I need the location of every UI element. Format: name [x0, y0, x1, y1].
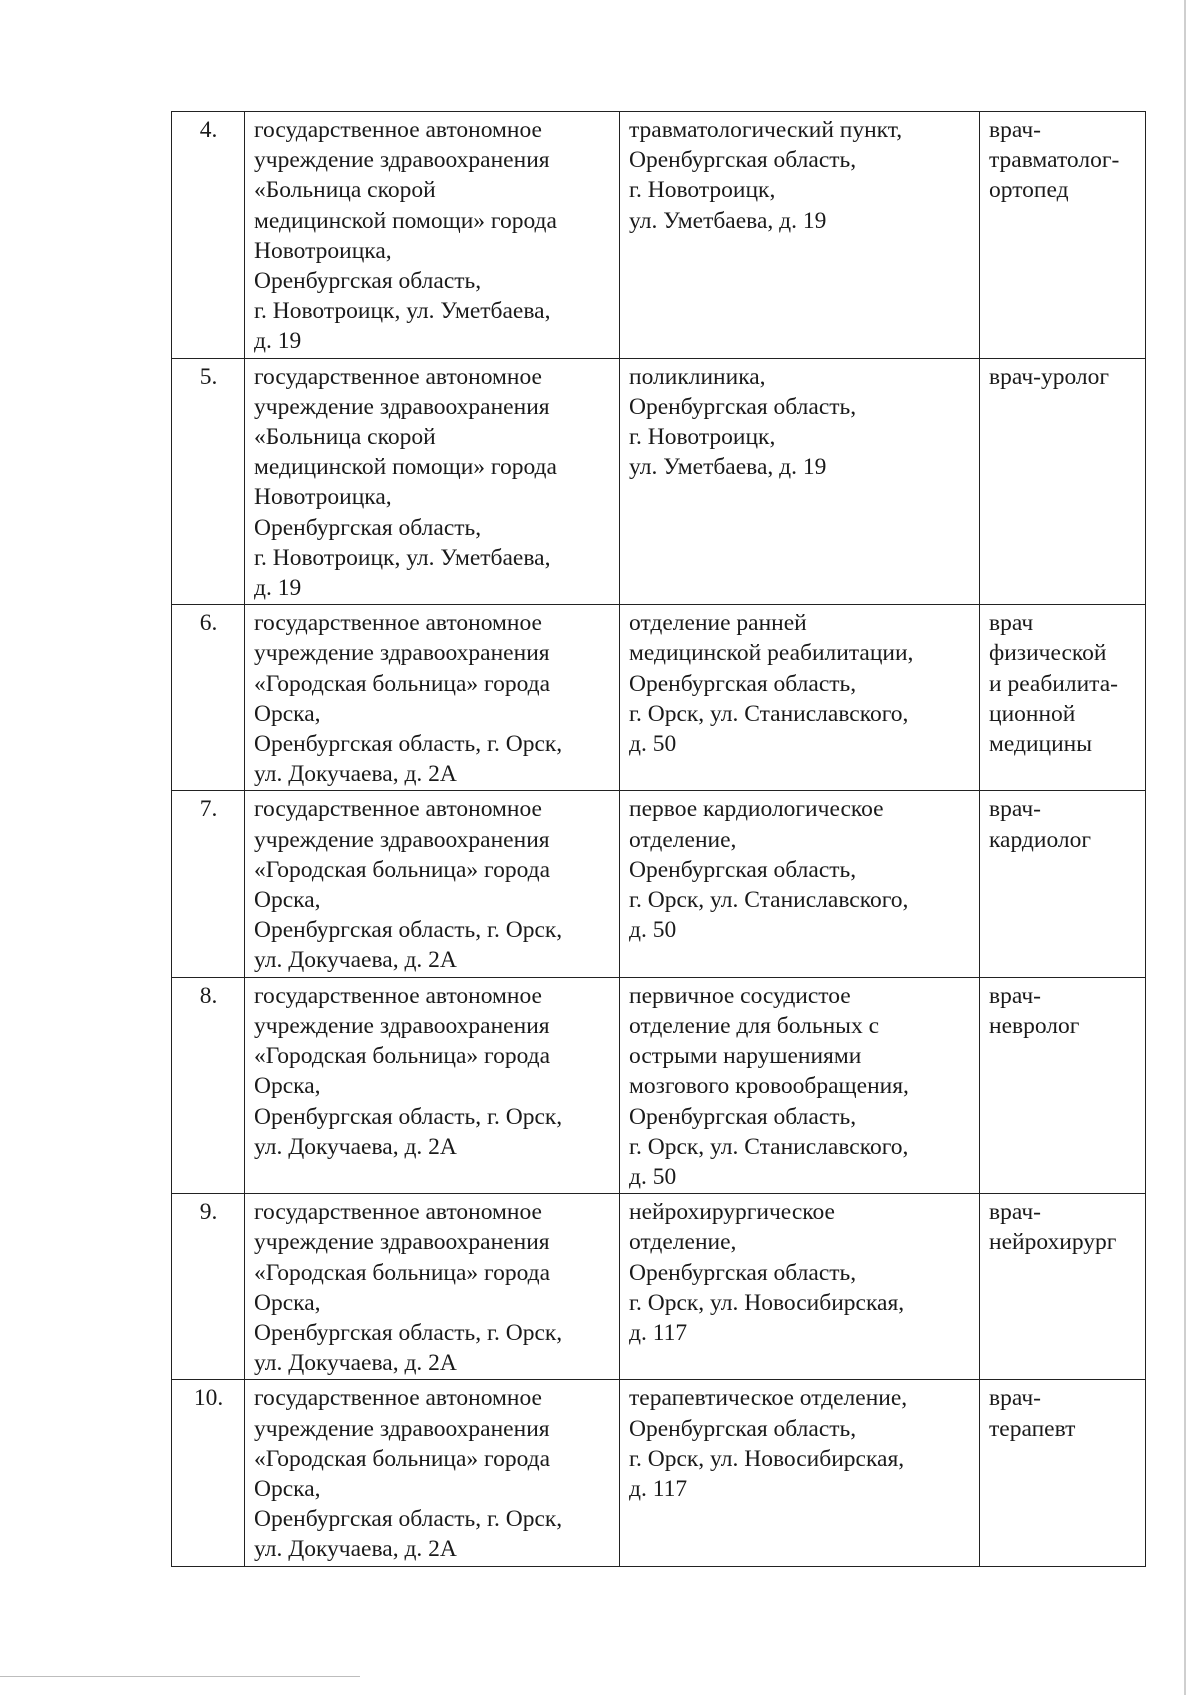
specialty-cell	[980, 358, 1146, 605]
specialty-text: врач- терапевт	[989, 1385, 1076, 1442]
unit-cell	[620, 1194, 980, 1380]
row-number-cell	[172, 1194, 245, 1380]
organization-text: государственное автономное учреждение здравоохранения «Городская больница» города Орска, Оренбургская область, г. Орск, ул. Докучаева, д. 2А	[254, 796, 563, 974]
specialty-text: врач-уролог	[989, 363, 1110, 390]
unit-cell	[620, 112, 980, 359]
row-number-cell	[172, 112, 245, 359]
specialty-cell	[980, 1194, 1146, 1380]
organization-text: государственное автономное учреждение здравоохранения «Городская больница» города Орска, Оренбургская область, г. Орск, ул. Докучаева, д. 2А	[254, 610, 563, 788]
unit-text: нейрохирургическое отделение, Оренбургская область, г. Орск, ул. Новосибирская, д. 117	[629, 1199, 905, 1346]
institutions-table	[171, 111, 1146, 1567]
scan-bottom-line	[0, 1676, 360, 1677]
unit-cell	[620, 977, 980, 1193]
specialty-text: врач- нейрохирург	[989, 1199, 1117, 1256]
unit-cell	[620, 1380, 980, 1566]
organization-text: государственное автономное учреждение здравоохранения «Городская больница» города Орска, Оренбургская область, г. Орск, ул. Докучаева, д. 2А	[254, 982, 563, 1160]
specialty-cell	[980, 605, 1146, 791]
organization-cell	[245, 112, 620, 359]
unit-text: травматологический пункт, Оренбургская область, г. Новотроицк, ул. Уметбаева, д. 19	[629, 117, 903, 234]
unit-text: поликлиника, Оренбургская область, г. Новотроицк, ул. Уметбаева, д. 19	[629, 363, 857, 481]
row-number: 6.	[199, 610, 218, 637]
row-number: 9.	[199, 1199, 218, 1226]
row-number: 4.	[199, 117, 218, 143]
specialty-text: врач- травматолог- ортопед	[989, 117, 1120, 204]
organization-text: государственное автономное учреждение здравоохранения «Больница скорой медицинской помощи» города Новотроицка, Оренбургская область, г. Новотроицк, ул. Уметбаева, д. 19	[254, 117, 557, 355]
specialty-text: врач- кардиолог	[989, 796, 1092, 853]
unit-text: терапевтическое отделение, Оренбургская область, г. Орск, ул. Новосибирская, д. 117	[629, 1385, 908, 1502]
organization-cell	[245, 1380, 620, 1566]
table-row	[172, 605, 1146, 791]
row-number: 10.	[193, 1385, 224, 1412]
specialty-cell	[980, 977, 1146, 1193]
unit-text: первое кардиологическое отделение, Оренбургская область, г. Орск, ул. Станиславского, д. 50	[629, 796, 909, 944]
specialty-cell	[980, 1380, 1146, 1566]
organization-cell	[245, 791, 620, 977]
table-row	[172, 1194, 1146, 1380]
row-number: 5.	[199, 363, 218, 390]
table-row	[172, 791, 1146, 977]
table-row	[172, 1380, 1146, 1566]
organization-text: государственное автономное учреждение здравоохранения «Городская больница» города Орска, Оренбургская область, г. Орск, ул. Докучаева, д. 2А	[254, 1199, 563, 1377]
specialty-cell	[980, 112, 1146, 359]
unit-cell	[620, 791, 980, 977]
table-row	[172, 358, 1146, 605]
table-row	[172, 112, 1146, 359]
organization-text: государственное автономное учреждение здравоохранения «Больница скорой медицинской помощи» города Новотроицка, Оренбургская область, г. Новотроицк, ул. Уметбаева, д. 19	[254, 363, 557, 602]
organization-cell	[245, 605, 620, 791]
row-number-cell	[172, 358, 245, 605]
unit-cell	[620, 605, 980, 791]
row-number: 7.	[199, 796, 218, 823]
organization-cell	[245, 977, 620, 1193]
organization-cell	[245, 1194, 620, 1380]
specialty-text: врач физической и реабилита- ционной медицины	[989, 610, 1118, 758]
row-number-cell	[172, 791, 245, 977]
unit-cell	[620, 358, 980, 605]
specialty-text: врач- невролог	[989, 982, 1080, 1039]
organization-text: государственное автономное учреждение здравоохранения «Городская больница» города Орска, Оренбургская область, г. Орск, ул. Докучаева, д. 2А	[254, 1385, 563, 1563]
unit-text: первичное сосудистое отделение для больных с острыми нарушениями мозгового кровообращения, Оренбургская область, г. Орск, ул. Станиславского, д. 50	[629, 982, 909, 1190]
row-number-cell	[172, 1380, 245, 1566]
row-number-cell	[172, 977, 245, 1193]
row-number-cell	[172, 605, 245, 791]
table-row	[172, 977, 1146, 1193]
specialty-cell	[980, 791, 1146, 977]
row-number: 8.	[199, 982, 218, 1009]
page-edge-shadow	[1184, 0, 1186, 1695]
organization-cell	[245, 358, 620, 605]
unit-text: отделение ранней медицинской реабилитации, Оренбургская область, г. Орск, ул. Станиславского, д. 50	[629, 610, 914, 758]
